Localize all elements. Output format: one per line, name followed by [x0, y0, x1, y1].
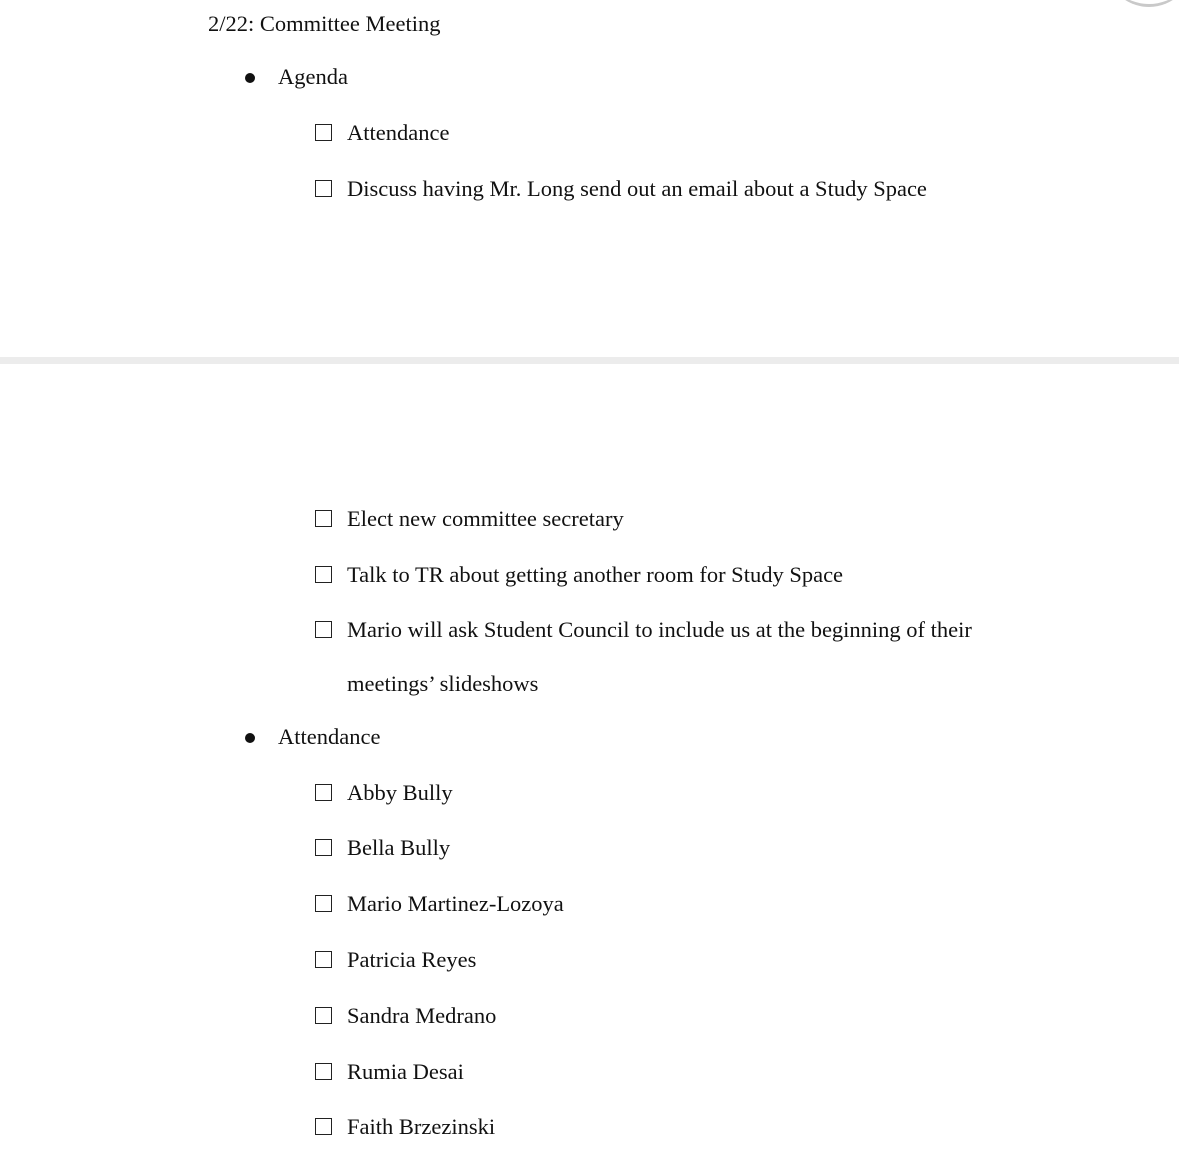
section-label-attendance: Attendance	[278, 724, 381, 749]
attendee-name: Bella Bully	[347, 835, 451, 860]
checkbox-agenda-1[interactable]	[315, 124, 332, 141]
page-break	[0, 357, 1179, 364]
checkbox-agenda-4[interactable]	[315, 566, 332, 583]
agenda-item-label: Elect new committee secretary	[347, 506, 624, 531]
scroll-indicator-arc	[1105, 0, 1179, 7]
agenda-item-label-continued: meetings’ slideshows	[347, 671, 539, 696]
attendee-name: Sandra Medrano	[347, 1003, 497, 1028]
agenda-item-label: Discuss having Mr. Long send out an email about a Study Space	[347, 176, 927, 201]
attendee-name: Faith Brzezinski	[347, 1114, 496, 1139]
document-title: 2/22: Committee Meeting	[208, 11, 441, 36]
checkbox-agenda-2[interactable]	[315, 180, 332, 197]
attendee-name: Rumia Desai	[347, 1059, 464, 1084]
checkbox-attendee-7[interactable]	[315, 1118, 332, 1135]
document-page-1	[0, 0, 1179, 357]
bullet-icon	[245, 733, 255, 743]
agenda-item-label: Talk to TR about getting another room for Study Space	[347, 562, 844, 587]
checkbox-attendee-3[interactable]	[315, 895, 332, 912]
attendee-name: Patricia Reyes	[347, 947, 477, 972]
document-page-2	[0, 364, 1179, 1155]
checkbox-attendee-4[interactable]	[315, 951, 332, 968]
agenda-item-label: Attendance	[347, 120, 450, 145]
checkbox-attendee-2[interactable]	[315, 839, 332, 856]
agenda-item-label: Mario will ask Student Council to include us at the beginning of their	[347, 617, 972, 642]
checkbox-agenda-5[interactable]	[315, 621, 332, 638]
checkbox-attendee-6[interactable]	[315, 1063, 332, 1080]
section-label-agenda: Agenda	[278, 64, 348, 89]
bullet-icon	[245, 73, 255, 83]
attendee-name: Abby Bully	[347, 780, 453, 805]
checkbox-agenda-3[interactable]	[315, 510, 332, 527]
checkbox-attendee-1[interactable]	[315, 784, 332, 801]
attendee-name: Mario Martinez-Lozoya	[347, 891, 564, 916]
checkbox-attendee-5[interactable]	[315, 1007, 332, 1024]
